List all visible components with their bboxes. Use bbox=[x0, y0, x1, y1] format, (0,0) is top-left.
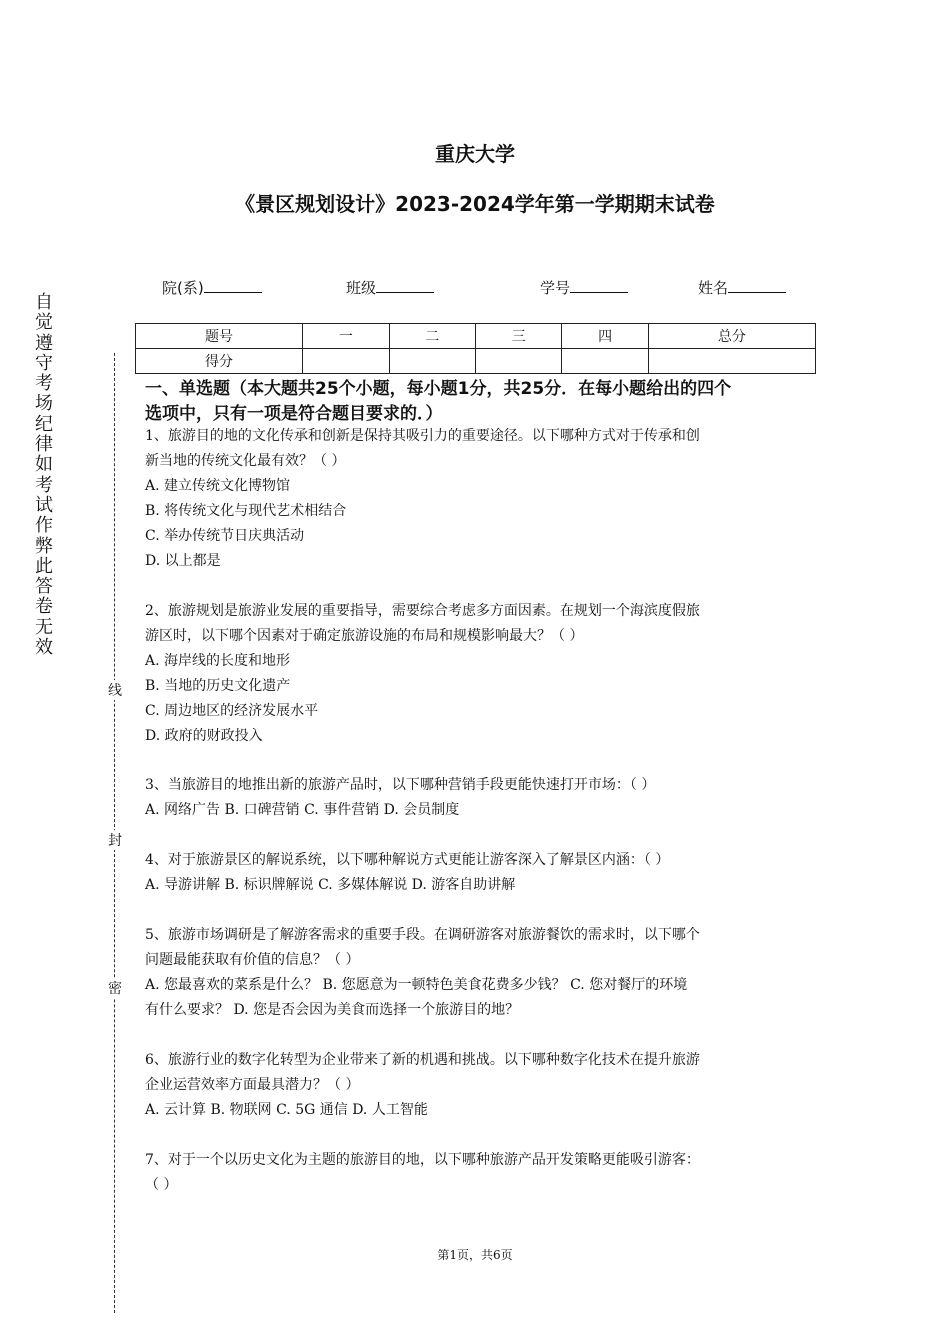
side-line-char: 线 bbox=[107, 680, 123, 700]
info-student-id: 学号 bbox=[540, 277, 628, 298]
section-heading-line: 一、单选题（本大题共25个小题，每小题1分，共25分．在每小题给出的四个 bbox=[145, 379, 732, 399]
question-3 bbox=[145, 773, 813, 823]
question-6 bbox=[145, 1048, 813, 1123]
option-a[interactable]: A. 建立传统文化博物馆 bbox=[145, 478, 291, 494]
option-c[interactable]: C. 周边地区的经济发展水平 bbox=[145, 703, 319, 719]
exam-title: 《景区规划设计》2023-2024学年第一学期期末试卷 bbox=[235, 192, 715, 216]
question-stem: 7、对于一个以历史文化为主题的旅游目的地，以下哪种旅游产品开发策略更能吸引游客： bbox=[145, 1152, 700, 1168]
question-options[interactable]: 有什么要求？ D. 您是否会因为美食而选择一个旅游目的地？ bbox=[145, 1002, 520, 1018]
score-table-score-row bbox=[136, 349, 816, 374]
option-d[interactable]: D. 政府的财政投入 bbox=[145, 728, 263, 744]
university-title: 重庆大学 bbox=[435, 142, 515, 166]
student-id-blank[interactable] bbox=[570, 278, 628, 293]
question-stem: 5、旅游市场调研是了解游客需求的重要手段。在调研游客对旅游餐饮的需求时，以下哪个 bbox=[145, 927, 700, 943]
question-2 bbox=[145, 599, 813, 749]
side-secret-char: 密 bbox=[107, 978, 123, 998]
score-cell[interactable] bbox=[648, 349, 815, 374]
info-department: 院(系) bbox=[162, 277, 262, 298]
score-header-cell: 题号 bbox=[136, 324, 303, 349]
question-stem: 6、旅游行业的数字化转型为企业带来了新的机遇和挑战。以下哪种数字化技术在提升旅游 bbox=[145, 1052, 700, 1068]
question-stem: 新当地的传统文化最有效？（ ） bbox=[145, 453, 346, 469]
info-class: 班级 bbox=[346, 277, 434, 298]
question-options[interactable]: A. 云计算 B. 物联网 C. 5G 通信 D. 人工智能 bbox=[145, 1102, 428, 1118]
question-stem: 4、对于旅游景区的解说系统，以下哪种解说方式更能让游客深入了解景区内涵：（ ） bbox=[145, 852, 670, 868]
question-stem: 3、当旅游目的地推出新的旅游产品时，以下哪种营销手段更能快速打开市场：（ ） bbox=[145, 777, 656, 793]
question-stem: 游区时，以下哪个因素对于确定旅游设施的布局和规模影响最大？（ ） bbox=[145, 628, 584, 644]
score-header-cell: 二 bbox=[389, 324, 475, 349]
question-1 bbox=[145, 424, 813, 574]
question-stem: 2、旅游规划是旅游业发展的重要指导，需要综合考虑多方面因素。在规划一个海滨度假旅 bbox=[145, 603, 700, 619]
question-stem: 1、旅游目的地的文化传承和创新是保持其吸引力的重要途径。以下哪种方式对于传承和创 bbox=[145, 428, 700, 444]
question-4 bbox=[145, 848, 813, 898]
score-cell[interactable] bbox=[475, 349, 561, 374]
score-cell[interactable] bbox=[303, 349, 389, 374]
option-a[interactable]: A. 海岸线的长度和地形 bbox=[145, 653, 291, 669]
side-seal-char: 封 bbox=[107, 830, 123, 850]
score-cell[interactable] bbox=[389, 349, 475, 374]
option-b[interactable]: B. 将传统文化与现代艺术相结合 bbox=[145, 503, 347, 519]
side-notice: 自觉遵守考场纪律如考试作弊此答卷无效 bbox=[35, 292, 53, 659]
section-heading-line: 选项中，只有一项是符合题目要求的．） bbox=[145, 404, 443, 424]
question-stem: 问题最能获取有价值的信息？（ ） bbox=[145, 952, 360, 968]
section-heading bbox=[145, 377, 815, 427]
question-stem: （ ） bbox=[145, 1177, 178, 1193]
question-stem: 企业运营效率方面最具潜力？（ ） bbox=[145, 1077, 360, 1093]
name-blank[interactable] bbox=[728, 278, 786, 293]
info-name: 姓名 bbox=[698, 277, 786, 298]
question-options[interactable]: A. 您最喜欢的菜系是什么？ B. 您愿意为一顿特色美食花费多少钱？ C. 您对餐厅的环境 bbox=[145, 977, 688, 993]
question-5 bbox=[145, 923, 813, 1023]
option-d[interactable]: D. 以上都是 bbox=[145, 553, 221, 569]
page-footer: 第1页，共6页 bbox=[437, 1248, 513, 1262]
option-b[interactable]: B. 当地的历史文化遗产 bbox=[145, 678, 291, 694]
score-header-cell: 一 bbox=[303, 324, 389, 349]
score-header-cell: 总分 bbox=[648, 324, 815, 349]
score-header-cell: 四 bbox=[562, 324, 648, 349]
score-row-label: 得分 bbox=[136, 349, 303, 374]
score-table-header-row bbox=[136, 324, 816, 349]
department-blank[interactable] bbox=[204, 278, 262, 293]
question-7 bbox=[145, 1148, 813, 1198]
question-options[interactable]: A. 导游讲解 B. 标识牌解说 C. 多媒体解说 D. 游客自助讲解 bbox=[145, 877, 516, 893]
option-c[interactable]: C. 举办传统节日庆典活动 bbox=[145, 528, 305, 544]
question-options[interactable]: A. 网络广告 B. 口碑营销 C. 事件营销 D. 会员制度 bbox=[145, 802, 460, 818]
score-cell[interactable] bbox=[562, 349, 648, 374]
score-table bbox=[135, 323, 816, 374]
class-blank[interactable] bbox=[376, 278, 434, 293]
score-header-cell: 三 bbox=[475, 324, 561, 349]
